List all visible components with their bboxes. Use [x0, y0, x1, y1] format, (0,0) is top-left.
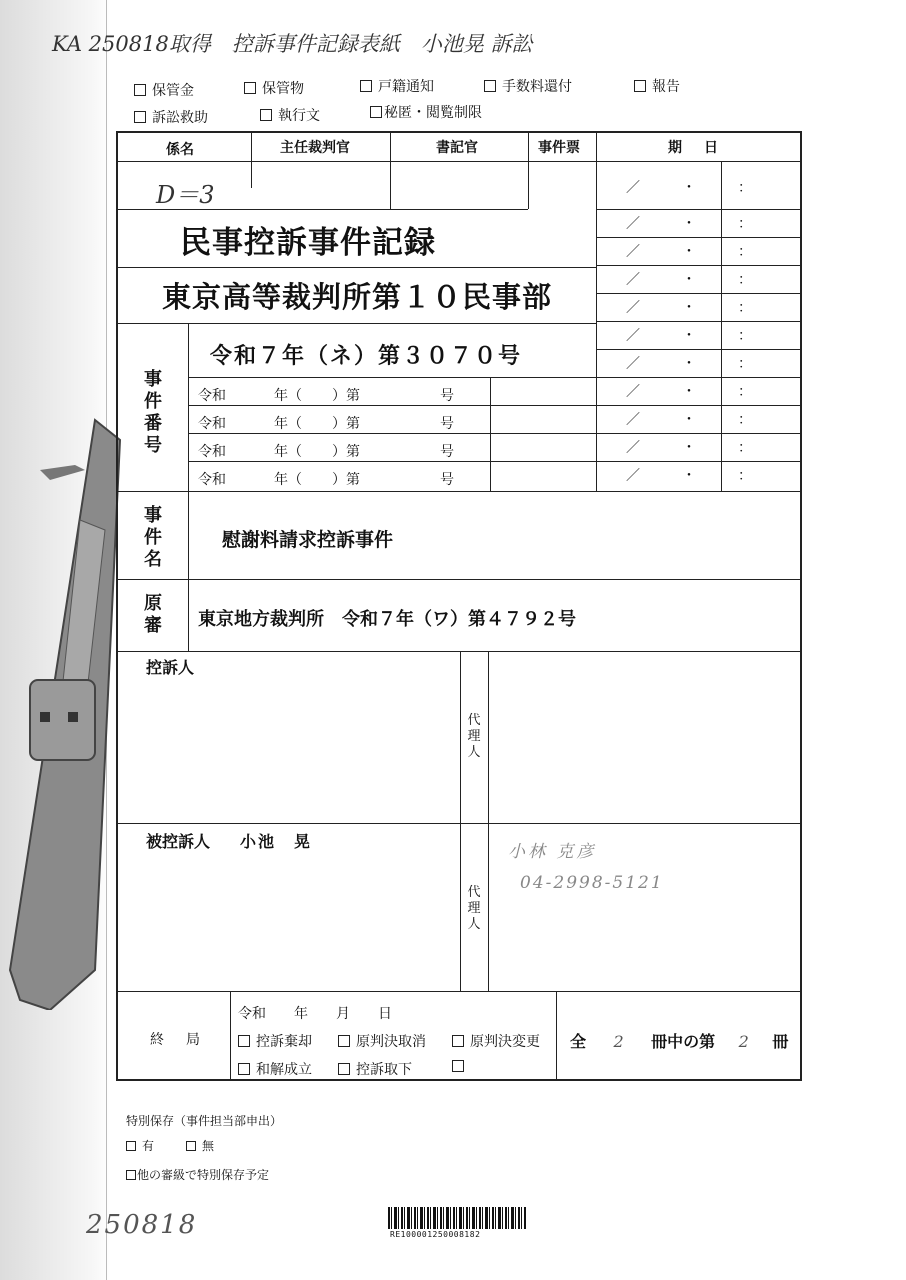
checkbox-label: 控訴棄却 [256, 1034, 312, 1050]
handwritten-header-note: KA 250818取得 控訴事件記録表紙 小池晃 訴訟 [52, 32, 533, 56]
nen: 年（ [274, 388, 302, 404]
rule [596, 377, 800, 378]
date-slot[interactable]: ／ ・ ： [626, 468, 766, 484]
conclusion-kikyaku[interactable] [238, 1031, 312, 1051]
case-name-label-text: 事件名 [144, 505, 162, 570]
checkbox-label: 手数料還付 [502, 79, 572, 95]
date-slot[interactable]: ／ ・ ： [626, 300, 766, 316]
date-slot[interactable]: ／ ・ ： [626, 356, 766, 372]
dai: ）第 [332, 416, 360, 432]
label-original [142, 593, 164, 637]
volume-prefix: 全 [570, 1032, 587, 1051]
go: 号 [440, 444, 454, 460]
checkbox-label: 和解成立 [256, 1062, 312, 1078]
appellant-agent-label [466, 713, 482, 761]
special-storage-other[interactable] [126, 1166, 269, 1183]
dai: ）第 [332, 472, 360, 488]
rule [118, 323, 596, 324]
rule [188, 461, 596, 462]
rule [118, 491, 800, 492]
conclusion-henko[interactable] [452, 1031, 540, 1051]
era: 令和 [198, 388, 226, 404]
checkbox-box [338, 1063, 350, 1075]
date-slot[interactable]: ／ ・ ： [626, 272, 766, 288]
header-jikenhyo: 事件票 [538, 140, 580, 156]
volume-info [570, 1029, 788, 1052]
checkbox-box [126, 1141, 136, 1151]
rule [188, 491, 189, 651]
rule [596, 461, 800, 462]
rule [188, 433, 596, 434]
date-slot[interactable]: ／ ・ ： [626, 412, 766, 428]
checkbox-label: 執行文 [278, 108, 320, 124]
checkbox-label: 原判決取消 [356, 1034, 426, 1050]
conclusion-label: 終 局 [150, 1032, 204, 1048]
extra-case-row[interactable] [198, 413, 454, 433]
rule [118, 209, 528, 210]
conclusion-torikeshi[interactable] [338, 1031, 426, 1051]
checkbox-box [186, 1141, 196, 1151]
conclusion-wakai[interactable] [238, 1059, 312, 1079]
rule [596, 293, 800, 294]
agent-label-text: 代理人 [467, 713, 481, 760]
case-name: 慰謝料請求控訴事件 [222, 529, 394, 551]
checkbox-koseki-tsuchi[interactable] [360, 76, 434, 96]
checkbox-hokanbutsu[interactable] [244, 78, 304, 98]
rule [596, 349, 800, 350]
checkbox-box [238, 1035, 250, 1047]
date-slot[interactable]: ／ ・ ： [626, 384, 766, 400]
extra-case-row[interactable] [198, 385, 454, 405]
rule [251, 133, 252, 188]
date-slot[interactable]: ／ ・ ： [626, 328, 766, 344]
extra-case-row[interactable] [198, 469, 454, 489]
rule [118, 651, 800, 652]
original-instance: 東京地方裁判所 令和７年（ワ）第４７９２号 [198, 609, 576, 630]
rule [488, 651, 489, 991]
checkbox-shikkobun[interactable] [260, 105, 320, 125]
go: 号 [440, 472, 454, 488]
checkbox-label: 有 [142, 1139, 155, 1153]
checkbox-box [260, 109, 272, 121]
rule [596, 265, 800, 266]
case-number: 令和７年（ネ）第３０７０号 [210, 344, 523, 369]
checkbox-box [452, 1060, 464, 1072]
rule [596, 433, 800, 434]
checkbox-box [244, 82, 256, 94]
binder-clip-image [0, 410, 130, 1010]
rule [596, 133, 597, 491]
checkbox-label: 戸籍通知 [378, 79, 434, 95]
record-title: 民事控訴事件記録 [180, 225, 436, 261]
era: 令和 [198, 416, 226, 432]
rule [118, 991, 800, 992]
volume-middle: 冊中の第 [651, 1032, 716, 1051]
agent-label-text: 代理人 [467, 885, 481, 932]
checkbox-label: 報告 [652, 79, 680, 95]
header-kijitsu: 期 日 [668, 140, 722, 156]
rule [596, 321, 800, 322]
case-number-label-text: 事件番号 [144, 369, 162, 456]
rule [596, 237, 800, 238]
rule [390, 133, 391, 209]
special-storage-title: 特別保存（事件担当部申出） [126, 1114, 283, 1128]
checkbox-label: 訴訟救助 [152, 110, 208, 126]
volume-current: 2 [738, 1032, 749, 1051]
rule [188, 405, 596, 406]
date-slot[interactable]: ／ ・ ： [626, 180, 766, 196]
rule [118, 823, 800, 824]
checkbox-label: 他の審級で特別保存予定 [137, 1168, 270, 1182]
case-record-form [116, 131, 802, 1081]
date-slot[interactable]: ／ ・ ： [626, 216, 766, 232]
court-division: 東京高等裁判所第１０民事部 [162, 280, 553, 314]
rule [118, 579, 800, 580]
rule [596, 209, 800, 210]
rule [596, 405, 800, 406]
label-case-number [142, 369, 164, 457]
date-slot[interactable]: ／ ・ ： [626, 244, 766, 260]
header-shokikan: 書記官 [436, 140, 478, 156]
checkbox-box [452, 1035, 464, 1047]
go: 号 [440, 388, 454, 404]
checkbox-sosho-kyujo[interactable] [134, 107, 208, 127]
checkbox-hokoku[interactable] [634, 76, 680, 96]
appellee-agent-label [466, 885, 482, 933]
checkbox-hitoku[interactable] [370, 102, 482, 122]
checkbox-tesuryo-kanpu[interactable] [484, 76, 572, 96]
checkbox-label: 控訴取下 [356, 1062, 412, 1078]
checkbox-label: 保管物 [262, 81, 304, 97]
checkbox-label: 秘匿・閲覧制限 [384, 105, 482, 121]
rule [118, 267, 596, 268]
date-slot[interactable]: ／ ・ ： [626, 440, 766, 456]
rule [188, 323, 189, 491]
header-kakari: 係名 [166, 142, 194, 158]
era: 令和 [198, 444, 226, 460]
checkbox-box [338, 1035, 350, 1047]
header-shunin: 主任裁判官 [280, 140, 350, 156]
special-storage-no[interactable] [186, 1137, 214, 1154]
checkbox-hokankin[interactable] [134, 80, 194, 100]
barcode-text: RE100001250008182 [390, 1230, 481, 1239]
checkbox-box [634, 80, 646, 92]
dai: ）第 [332, 388, 360, 404]
checkbox-box [134, 111, 146, 123]
rule [118, 161, 800, 162]
appellant-label: 控訴人 [146, 658, 195, 677]
era: 令和 [198, 472, 226, 488]
original-label-text: 原審 [144, 593, 162, 636]
special-storage-yes[interactable] [126, 1137, 154, 1154]
rule [528, 133, 529, 209]
nen: 年（ [274, 472, 302, 488]
handwritten-date-number: 250818 [86, 1210, 198, 1240]
checkbox-label: 無 [202, 1139, 215, 1153]
appellee-name: 小池 晃 [240, 832, 313, 851]
appellee-agent-phone: 04-2998-5121 [520, 873, 664, 893]
rule [230, 991, 231, 1081]
conclusion-torisage[interactable] [338, 1059, 412, 1079]
kakari-value: D＝3 [156, 181, 215, 209]
extra-case-row[interactable] [198, 441, 454, 461]
checkbox-label: 保管金 [152, 83, 194, 99]
rule [556, 991, 557, 1081]
appellee-agent-name: 小林 克彦 [508, 842, 597, 862]
barcode-image [388, 1207, 526, 1229]
volume-suffix: 冊 [772, 1032, 789, 1051]
checkbox-box [134, 84, 146, 96]
dai: ）第 [332, 444, 360, 460]
checkbox-box [238, 1063, 250, 1075]
checkbox-box [370, 106, 382, 118]
checkbox-label: 原判決変更 [470, 1034, 540, 1050]
nen: 年（ [274, 416, 302, 432]
rule [460, 651, 461, 991]
checkbox-box [360, 80, 372, 92]
checkbox-box [126, 1170, 136, 1180]
rule [490, 377, 491, 491]
conclusion-blank[interactable] [452, 1059, 470, 1075]
appellee-label: 被控訴人 [146, 832, 211, 851]
go: 号 [440, 416, 454, 432]
label-case-name [142, 505, 164, 571]
conclusion-date[interactable]: 令和 年 月 日 [238, 1006, 392, 1022]
rule [188, 377, 596, 378]
nen: 年（ [274, 444, 302, 460]
volume-total: 2 [613, 1032, 624, 1051]
checkbox-box [484, 80, 496, 92]
